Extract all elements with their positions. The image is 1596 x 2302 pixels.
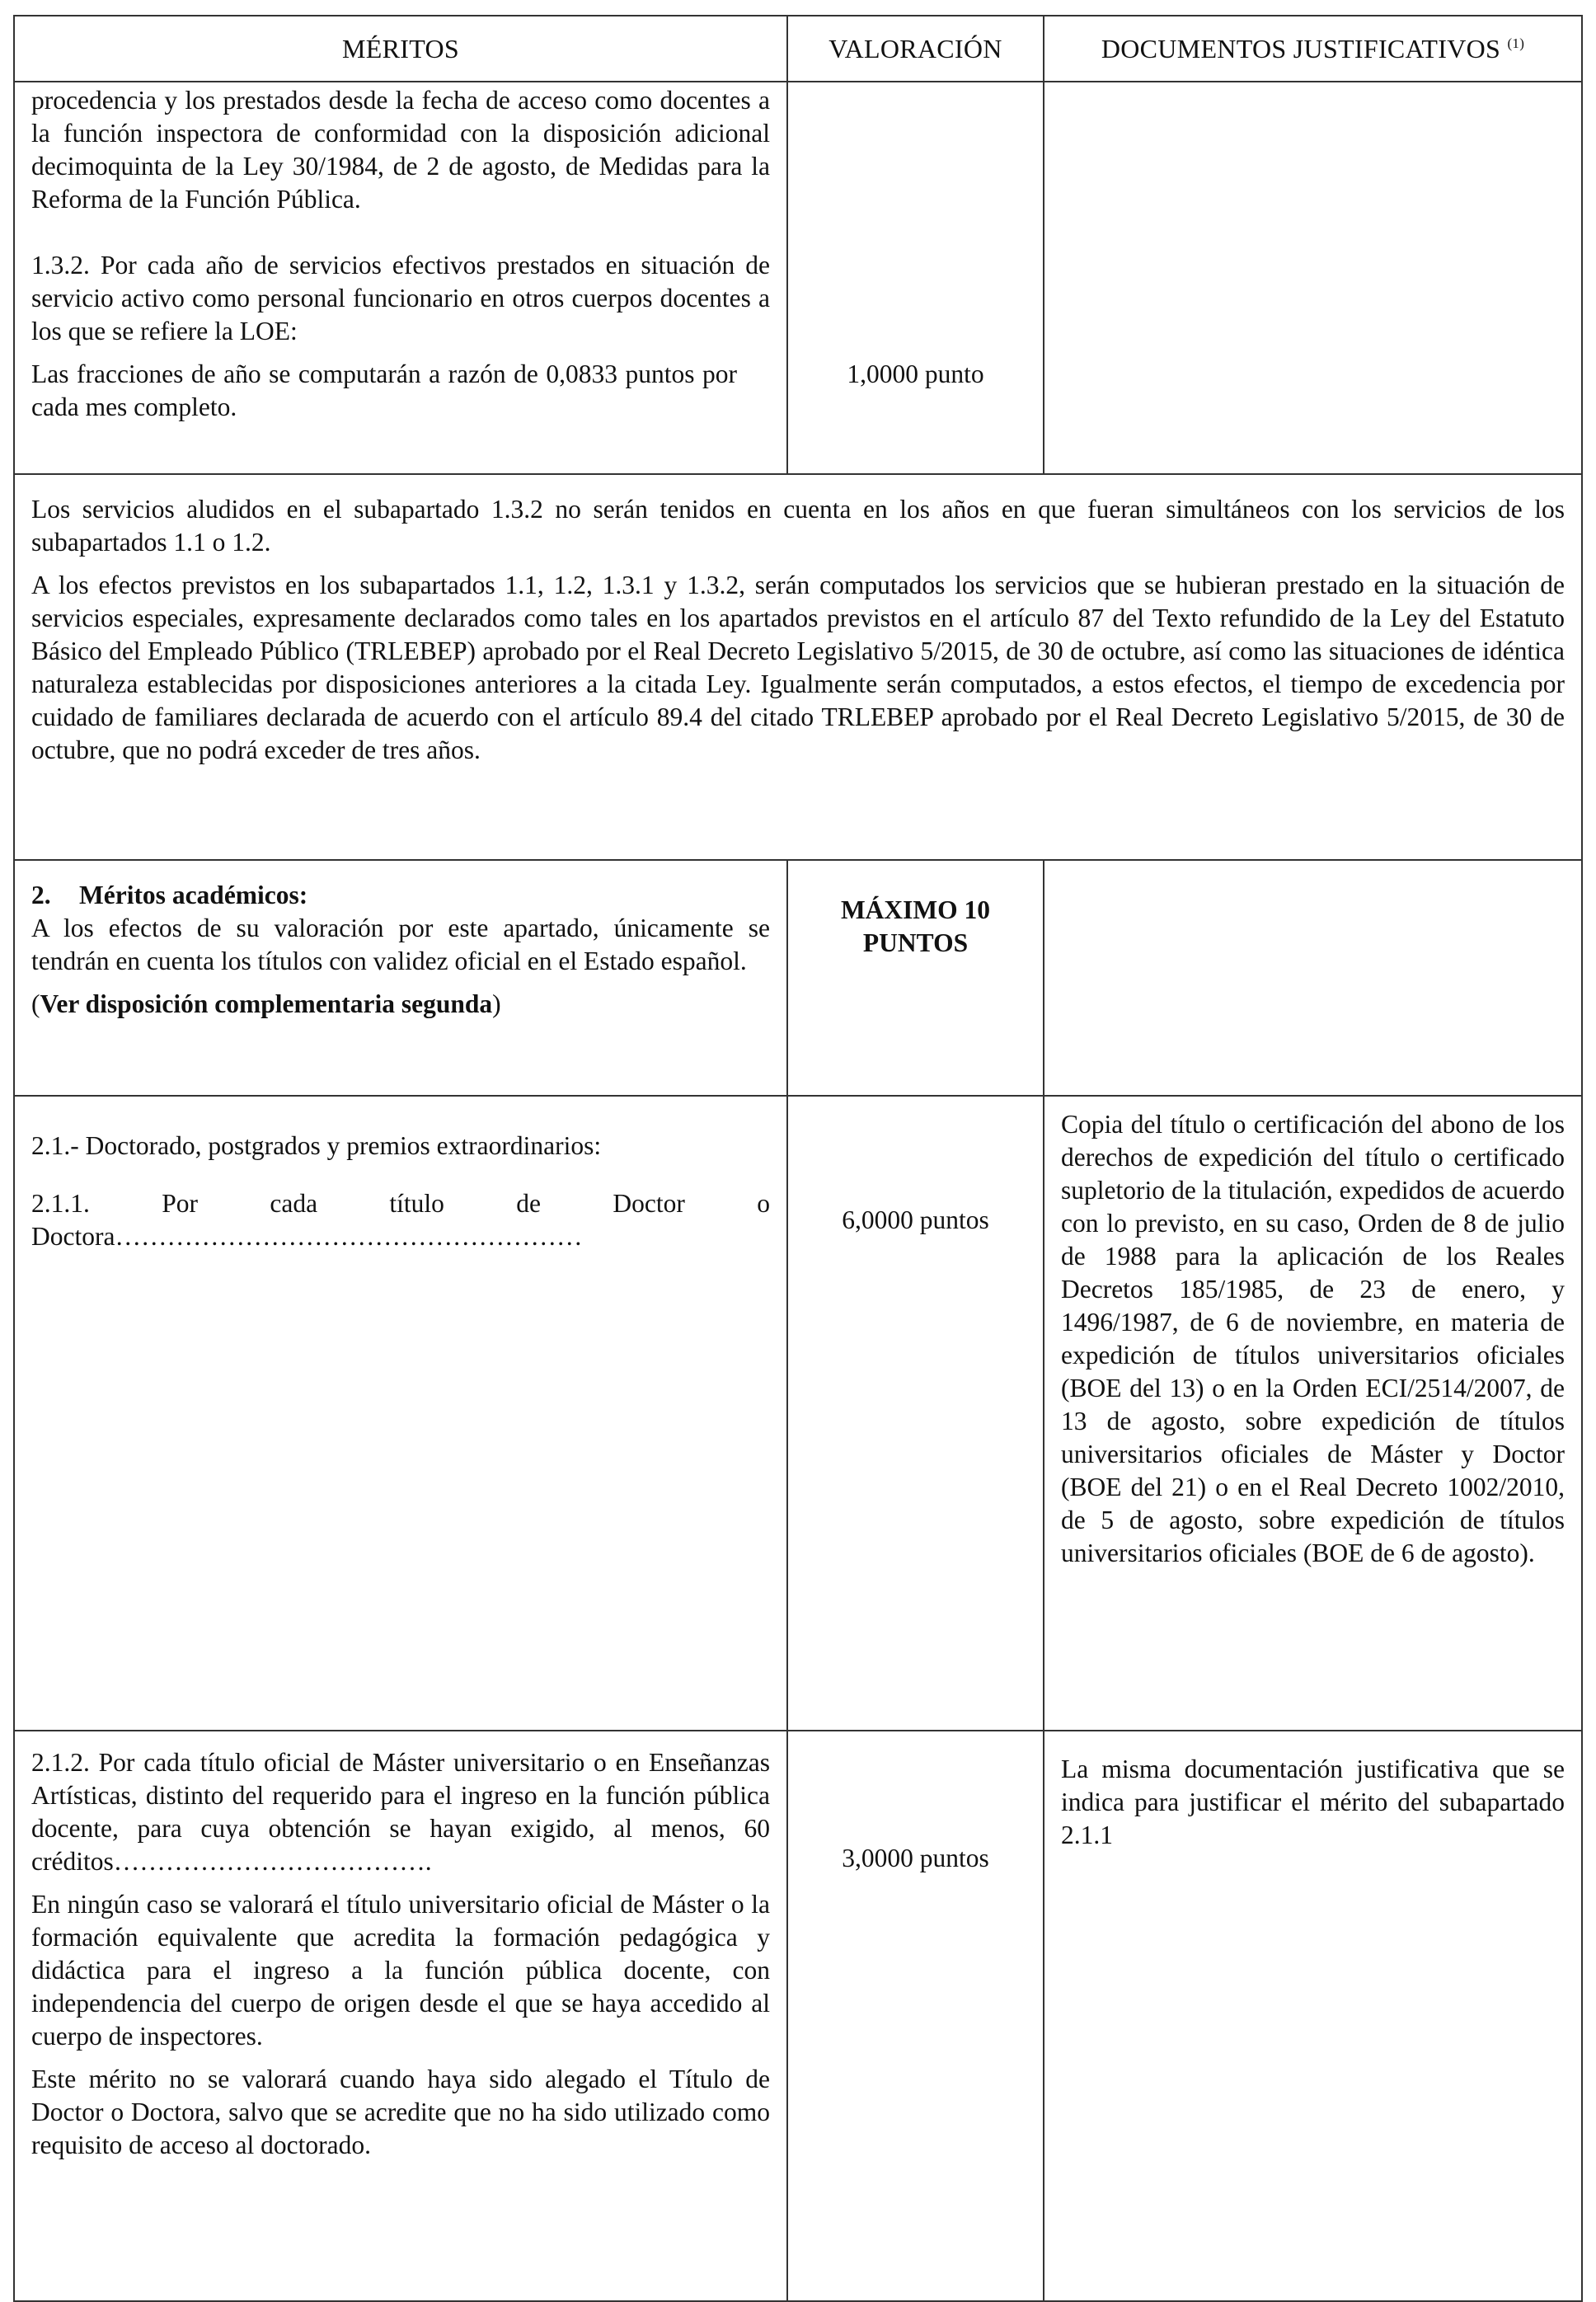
points-value: 6,0000 puntos	[842, 1205, 989, 1234]
docs-cell	[1044, 82, 1582, 474]
table-row	[14, 82, 1582, 474]
max-points-line2: PUNTOS	[862, 928, 969, 957]
header-valoracion: VALORACIÓN	[787, 16, 1044, 82]
points-value: 1,0000 punto	[847, 359, 984, 388]
merit-text: 1.3.2. Por cada año de servicios efectivos prestados en situación de servicio activo como personal funcionario en otros cuerpos docentes a los que se refiere la LOE:	[31, 251, 770, 345]
docs-text: Copia del título o certificación del abono de los derechos de expedición del título o certificado supletorio de la titulación, expedidos de acuerdo con lo previsto, en su caso, Orden de 8 de julio de 1988 para la aplicación de los Reales Decretos 185/1985, de 23 de enero, y 1496/1987, de 6 de noviembre, en materia de expedición de títulos universitarios oficiales (BOE del 13) o en la Orden ECI/2514/2007, de 13 de agosto, sobre expedición de títulos universitarios oficiales de Máster y Doctor (BOE del 21) o en el Real Decreto 1002/2010, de 5 de agosto, sobre expedición de títulos universitarios oficiales (BOE de 6 de agosto).	[1061, 1110, 1565, 1567]
table-row	[14, 1731, 1582, 2301]
table-row	[14, 474, 1582, 860]
merit-cell	[14, 1096, 787, 1731]
docs-cell	[1044, 1731, 1582, 2301]
table-header-row	[14, 16, 1582, 82]
section-title: Méritos académicos:	[79, 881, 308, 909]
docs-text: La misma documentación justificativa que se indica para justificar el mérito del subapartado 2.1.1	[1061, 1755, 1565, 1849]
merit-text: procedencia y los prestados desde la fecha de acceso como docentes a la función inspectora de conformidad con la disposición adicional decimoquinta de la Ley 30/1984, de 2 de agosto, de Medidas para la Reforma de la Función Pública.	[31, 86, 770, 214]
docs-cell	[1044, 1096, 1582, 1731]
value-cell	[787, 860, 1044, 1096]
merit-text: Doctora………………………………………………	[31, 1222, 583, 1251]
merit-text: 2.1.2. Por cada título oficial de Máster universitario o en Enseñanzas Artísticas, distinto del requerido para el ingreso en la función pública docente, para cuya obtención se hayan exigido, al menos, 60 créditos……………………………….	[31, 1748, 770, 1876]
value-cell	[787, 1096, 1044, 1731]
header-meritos: MÉRITOS	[14, 16, 787, 82]
table-row	[14, 1096, 1582, 1731]
footnote-ref: (1)	[1507, 35, 1525, 51]
section-heading	[31, 879, 770, 912]
table-row	[14, 860, 1582, 1096]
merit-text: Este mérito no se valorará cuando haya sido alegado el Título de Doctor o Doctora, salvo que se acredite que no ha sido utilizado como requisito de acceso al doctorado.	[31, 2065, 770, 2159]
max-points-line1: MÁXIMO 10	[840, 895, 991, 924]
header-documentos	[1044, 16, 1582, 82]
merit-text: Las fracciones de año se computarán a razón de 0,0833 puntos por cada mes completo.	[31, 359, 737, 421]
merits-table	[13, 15, 1583, 2302]
merit-text: A los efectos de su valoración por este apartado, únicamente se tendrán en cuenta los títulos con validez oficial en el Estado español.	[31, 914, 770, 975]
merit-cell	[14, 82, 787, 474]
merit-cell-wide	[14, 474, 1582, 860]
note-text: Ver disposición complementaria segunda	[40, 989, 493, 1018]
note-paren-open: (	[31, 989, 40, 1018]
merit-cell	[14, 1731, 787, 2301]
merit-note	[31, 988, 770, 1021]
merit-text: 2.1.- Doctorado, postgrados y premios extraordinarios:	[31, 1131, 602, 1160]
header-documentos-label: DOCUMENTOS JUSTIFICATIVOS	[1101, 34, 1501, 63]
section-number: 2.	[31, 881, 51, 909]
merit-text: En ningún caso se valorará el título universitario oficial de Máster o la formación equivalente que acredita la formación pedagógica y didáctica para el ingreso a la función pública docente, con independencia del cuerpo de origen desde el que se haya accedido al cuerpo de inspectores.	[31, 1890, 770, 2051]
value-cell	[787, 1731, 1044, 2301]
value-cell	[787, 82, 1044, 474]
merit-text: 2.1.1. Por cada título de Doctor o	[31, 1189, 770, 1218]
docs-cell	[1044, 860, 1582, 1096]
merit-text: Los servicios aludidos en el subapartado 1.3.2 no serán tenidos en cuenta en los años en que fueran simultáneos con los servicios de los subapartados 1.1 o 1.2.	[31, 495, 1565, 557]
points-value: 3,0000 puntos	[842, 1844, 989, 1872]
note-paren-close: )	[492, 989, 501, 1018]
merit-cell	[14, 860, 787, 1096]
merit-text: A los efectos previstos en los subapartados 1.1, 1.2, 1.3.1 y 1.3.2, serán computados los servicios que se hubieran prestado en la situación de servicios especiales, expresamente declarados como tales en los apartados previstos en el artículo 87 del Texto refundido de la Ley del Estatuto Básico del Empleado Público (TRLEBEP) aprobado por el Real Decreto Legislativo 5/2015, de 30 de octubre, así como las situaciones de idéntica naturaleza establecidas por disposiciones anteriores a la citada Ley. Igualmente serán computados, a estos efectos, el tiempo de excedencia por cuidado de familiares declarada de acuerdo con el artículo 89.4 del citado TRLEBEP aprobado por el Real Decreto Legislativo 5/2015, de 30 de octubre, que no podrá exceder de tres años.	[31, 571, 1565, 764]
